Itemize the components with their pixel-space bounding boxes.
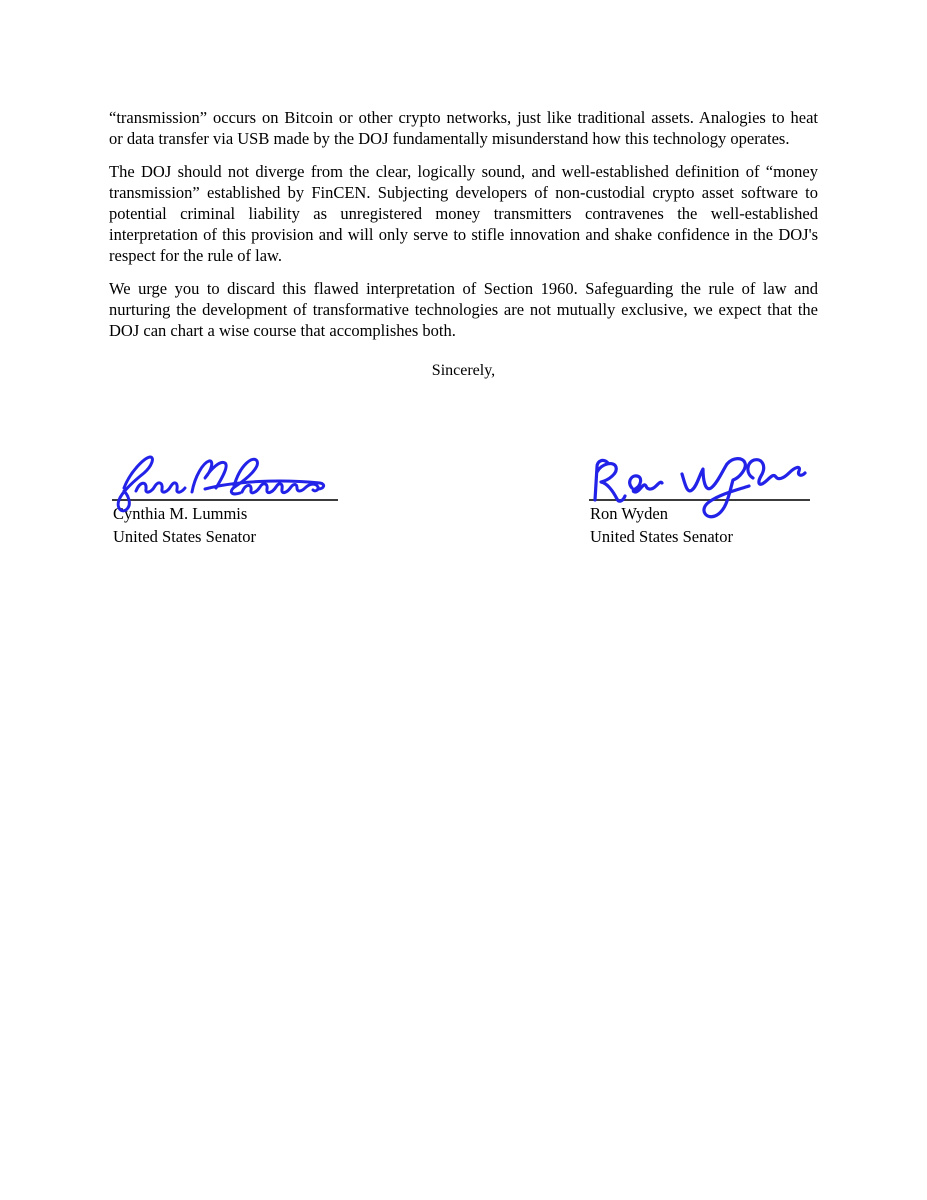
text-line: The DOJ should not diverge from the clear, logically sound, and well-established definition of “money (109, 162, 818, 181)
text-line: nurturing the development of transformative technologies are not mutually exclusive, we expect that the (109, 300, 818, 319)
text-line: potential criminal liability as unregistered money transmitters contravenes the well-established (109, 204, 818, 223)
paragraph (109, 107, 818, 149)
signature-block-lummis (112, 447, 338, 557)
text-line: respect for the rule of law. (109, 246, 283, 265)
letter-body (109, 107, 818, 341)
signature-line (589, 499, 810, 501)
text-line: or data transfer via USB made by the DOJ fundamentally misunderstand how this technology operates. (109, 129, 790, 148)
closing-holder (109, 362, 818, 380)
signature-block-wyden (589, 447, 810, 557)
text-line: DOJ can chart a wise course that accomplishes both. (109, 321, 456, 340)
closing-sincerely: Sincerely, (431, 362, 496, 379)
signatory-title: United States Senator (590, 527, 733, 546)
signature-line (112, 499, 338, 501)
signatory-name: Cynthia M. Lummis (113, 504, 248, 523)
paragraph (109, 278, 818, 341)
text-line: interpretation of this provision and will only serve to stifle innovation and shake confidence in the DOJ's (109, 225, 818, 244)
text-line: transmission” established by FinCEN. Subjecting developers of non-custodial crypto asset software to (109, 183, 818, 202)
signatory-title: United States Senator (113, 527, 256, 546)
signatory-name: Ron Wyden (590, 504, 668, 523)
text-line: “transmission” occurs on Bitcoin or other crypto networks, just like traditional assets. Analogies to heat (109, 108, 818, 127)
text-line: We urge you to discard this flawed interpretation of Section 1960. Safeguarding the rule of law and (109, 279, 818, 298)
paragraph (109, 161, 818, 266)
